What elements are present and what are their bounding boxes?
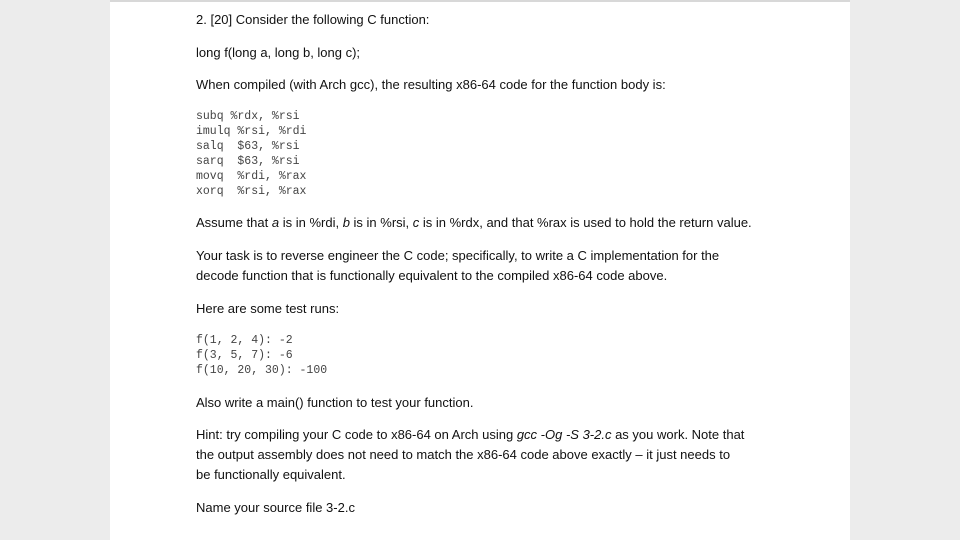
test-run-line: f(3, 5, 7): -6 [196, 349, 293, 362]
assembly-line: xorq %rsi, %rax [196, 185, 307, 198]
var-a: a [271, 215, 280, 230]
compile-command: gcc -Og -S 3-2.c [516, 427, 612, 442]
assembly-line: salq $63, %rsi [196, 140, 300, 153]
question-heading: 2. [20] Consider the following C function: [196, 12, 430, 27]
var-c: c [412, 215, 420, 230]
hint-line: Hint: try compiling your C code to x86-64 on Arch using gcc -Og -S 3-2.c as you work. Note that [196, 427, 745, 442]
document-page [110, 0, 850, 540]
test-run-line: f(10, 20, 30): -100 [196, 364, 328, 377]
hint-line: be functionally equivalent. [196, 467, 346, 482]
hint-line: the output assembly does not need to match the x86-64 code above exactly – it just needs to [196, 447, 731, 462]
assembly-line: imulq %rsi, %rdi [196, 125, 307, 138]
source-file-instruction: Name your source file 3-2.c [196, 500, 355, 515]
test-run-line: f(1, 2, 4): -2 [196, 334, 293, 347]
task-description-line: Your task is to reverse engineer the C code; specifically, to write a C implementation for the [196, 248, 720, 263]
test-runs-intro: Here are some test runs: [196, 301, 340, 316]
compiled-intro: When compiled (with Arch gcc), the resulting x86-64 code for the function body is: [196, 77, 666, 92]
var-b: b [342, 215, 350, 230]
task-description-line: decode function that is functionally equivalent to the compiled x86-64 code above. [196, 268, 668, 283]
assembly-line: movq %rdi, %rax [196, 170, 307, 183]
main-function-note: Also write a main() function to test your function. [196, 395, 474, 410]
function-signature: long f(long a, long b, long c); [196, 45, 361, 60]
assembly-line: sarq $63, %rsi [196, 155, 300, 168]
register-assumption: Assume that a is in %rdi, b is in %rsi, c is in %rdx, and that %rax is used to hold the return value. [196, 215, 752, 230]
assembly-line: subq %rdx, %rsi [196, 110, 300, 123]
